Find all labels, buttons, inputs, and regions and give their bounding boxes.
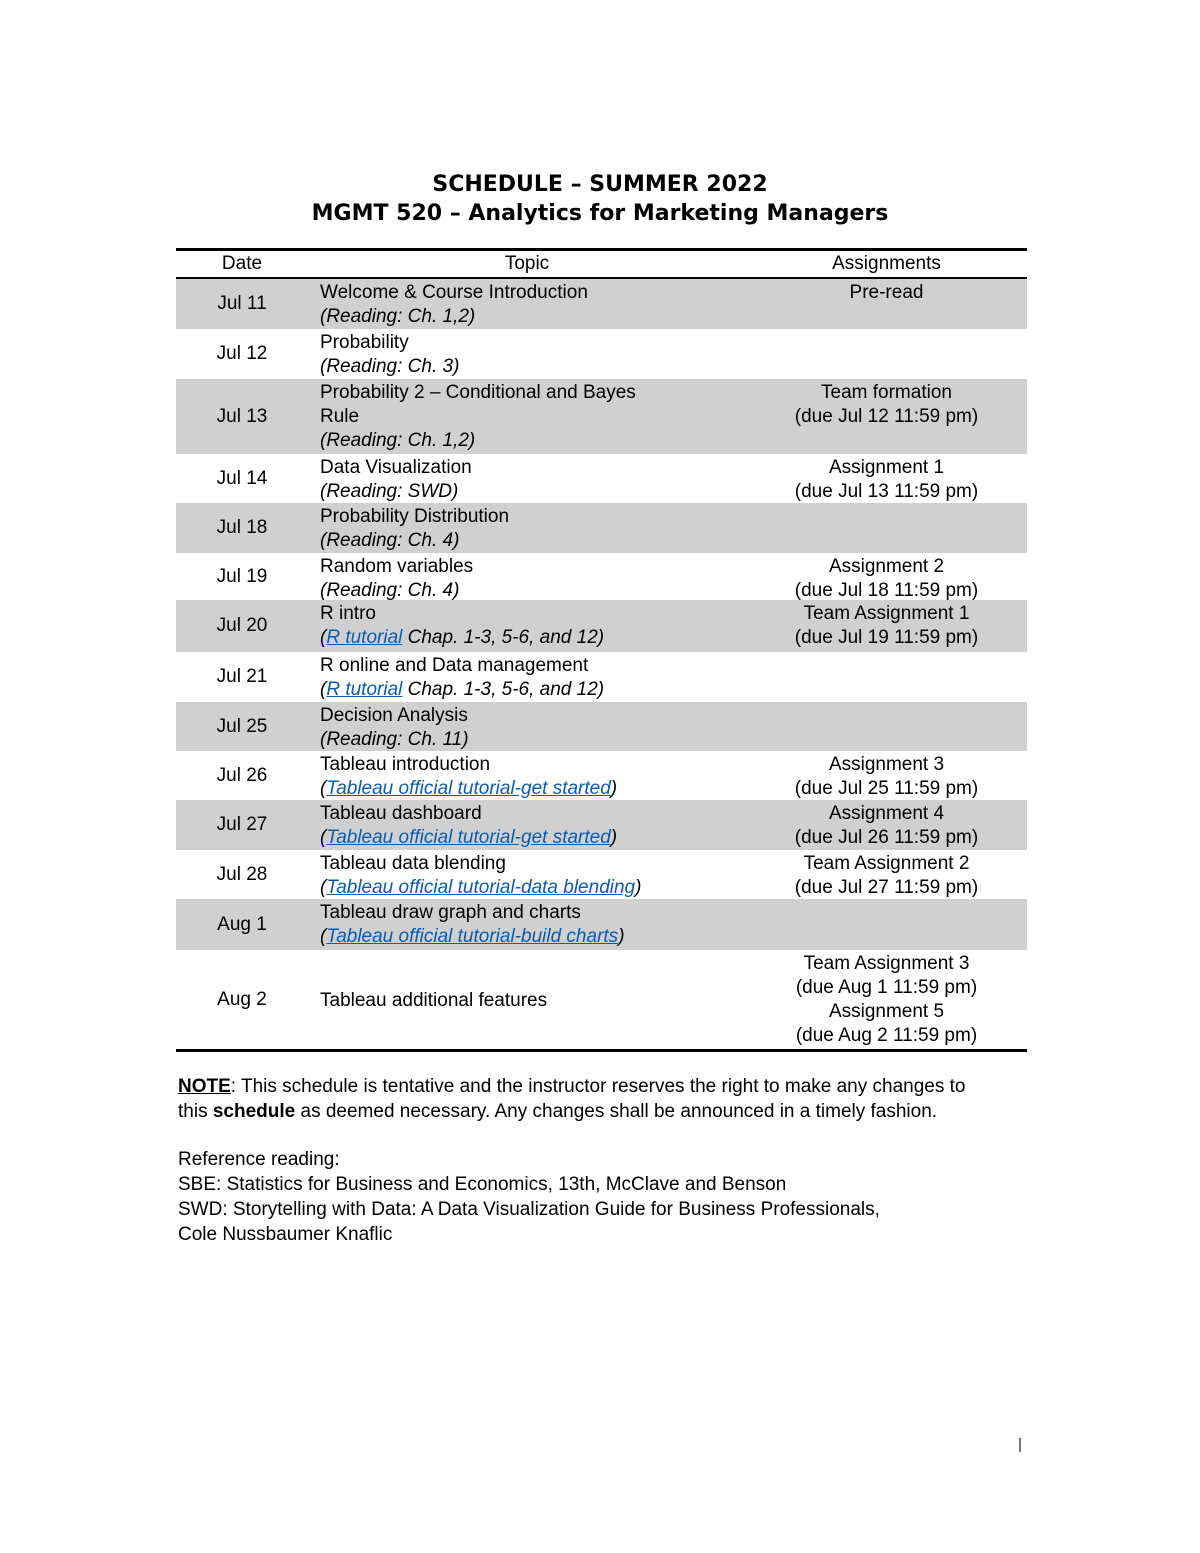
row-date: Jul 21: [216, 666, 268, 687]
topic-title: Tableau introduction: [320, 754, 491, 775]
table-row: [176, 899, 1027, 950]
header-topic: Topic: [504, 253, 550, 274]
row-topic: [308, 553, 746, 600]
row-assignments: [746, 751, 1027, 800]
row-assignments: [746, 800, 1027, 850]
topic-title: Probability: [320, 332, 409, 353]
topic-reading: (Reading: SWD): [320, 481, 459, 502]
assignment-name: Assignment 1: [828, 457, 945, 478]
r-tutorial-link[interactable]: R tutorial: [326, 679, 403, 700]
topic-reading: (Reading: Ch. 4): [320, 530, 460, 551]
row-date: Aug 1: [217, 913, 267, 935]
row-date: Jul 12: [216, 343, 268, 364]
table-row: [176, 379, 1027, 454]
table-row: [176, 950, 1027, 1049]
table-row: [176, 279, 1027, 329]
row-topic: [308, 454, 746, 503]
row-assignments: [746, 553, 1027, 600]
row-topic: [308, 751, 746, 800]
reading-suffix: Chap. 1-3, 5-6, and 12): [402, 679, 605, 700]
topic-title: Tableau additional features: [320, 989, 548, 1011]
topic-title: Probability 2 – Conditional and Bayes: [320, 382, 636, 403]
tableau-tutorial-link[interactable]: Tableau official tutorial-get started: [326, 827, 611, 848]
note-bold: schedule: [212, 1101, 296, 1122]
reference-swd-author: Cole Nussbaumer Knaflic: [178, 1224, 393, 1245]
row-assignments: [746, 279, 1027, 329]
topic-title: Tableau dashboard: [320, 803, 482, 824]
reading-suffix: ): [635, 877, 642, 898]
assignment-name: Assignment 4: [828, 803, 945, 824]
topic-title-cont: Rule: [320, 406, 360, 427]
assignment-due: (due Jul 25 11:59 pm): [794, 778, 979, 799]
topic-title: Tableau data blending: [320, 853, 506, 874]
assignment-due: (due Jul 12 11:59 pm): [794, 406, 979, 427]
row-topic: [308, 702, 746, 751]
row-assignments: [746, 454, 1027, 503]
topic-reading: (Tableau official tutorial-data blending): [320, 877, 642, 898]
row-topic: [308, 850, 746, 899]
row-topic: [308, 652, 746, 702]
tableau-tutorial-link[interactable]: Tableau official tutorial-get started: [326, 778, 611, 799]
table-row: [176, 850, 1027, 899]
topic-title: R online and Data management: [320, 655, 589, 676]
topic-title: Decision Analysis: [320, 705, 468, 726]
assignment-due: (due Jul 13 11:59 pm): [794, 481, 979, 502]
topic-reading: (Reading: Ch. 1,2): [320, 430, 476, 451]
reading-suffix: ): [610, 827, 618, 848]
reference-heading: Reference reading:: [178, 1149, 340, 1170]
row-topic: [308, 950, 746, 1049]
assignment-due: (due Jul 19 11:59 pm): [794, 627, 979, 648]
table-row: [176, 600, 1027, 652]
row-date: Jul 28: [216, 863, 268, 885]
reading-suffix: ): [618, 926, 625, 947]
note-text: this: [178, 1101, 213, 1122]
header-assignments: Assignments: [832, 253, 941, 274]
topic-reading: (R tutorial Chap. 1-3, 5-6, and 12): [320, 627, 605, 648]
row-topic: [308, 279, 746, 329]
assignment-name: Assignment 2: [828, 556, 945, 577]
reference-swd: SWD: Storytelling with Data: A Data Visualization Guide for Business Professionals,: [178, 1199, 880, 1220]
row-topic: [308, 899, 746, 950]
note-text: : This schedule is tentative and the instructor reserves the right to make any changes to: [230, 1076, 966, 1097]
topic-title: R intro: [320, 603, 376, 624]
tableau-tutorial-link[interactable]: Tableau official tutorial-data blending: [326, 877, 636, 898]
row-assignments: [746, 379, 1027, 454]
row-date: Jul 11: [217, 293, 267, 314]
table-row: [176, 503, 1027, 553]
topic-reading: (Tableau official tutorial-get started): [320, 827, 618, 848]
assignment-name: Team formation: [821, 382, 952, 403]
assignment-name: Team Assignment 2: [803, 853, 970, 874]
assignment-name: Assignment 3: [828, 754, 945, 775]
row-date: Jul 19: [216, 565, 268, 587]
assignment-name: Pre-read: [849, 282, 924, 303]
row-assignments: [746, 329, 1027, 379]
note-label: NOTE: [178, 1076, 231, 1097]
topic-title: Random variables: [320, 556, 474, 577]
row-topic: [308, 800, 746, 850]
row-date: Jul 13: [216, 405, 268, 427]
row-date: Jul 18: [216, 517, 268, 538]
table-row: [176, 751, 1027, 800]
row-assignments: [746, 600, 1027, 652]
reading-suffix: ): [610, 778, 618, 799]
row-assignments: [746, 702, 1027, 751]
table-row: [176, 329, 1027, 379]
schedule-table: [176, 248, 1027, 1052]
row-assignments: [746, 850, 1027, 899]
note-text: as deemed necessary. Any changes shall be announced in a timely fashion.: [295, 1101, 938, 1122]
row-date: Jul 25: [216, 715, 268, 737]
assignment-due: (due Jul 27 11:59 pm): [794, 877, 979, 898]
tableau-tutorial-link[interactable]: Tableau official tutorial-build charts: [326, 926, 619, 947]
topic-reading: (R tutorial Chap. 1-3, 5-6, and 12): [320, 679, 605, 700]
topic-reading: (Reading: Ch. 4): [320, 580, 460, 601]
row-date: Aug 2: [217, 988, 267, 1010]
assignment-name: Assignment 5: [828, 1001, 945, 1022]
row-topic: [308, 329, 746, 379]
row-date: Jul 14: [216, 467, 268, 489]
reference-sbe: SBE: Statistics for Business and Economics, 13th, McClave and Benson: [178, 1174, 787, 1195]
reference-reading: [178, 1147, 1038, 1247]
row-assignments: [746, 503, 1027, 553]
topic-title: Tableau draw graph and charts: [320, 902, 581, 923]
assignment-name: Team Assignment 3: [803, 953, 970, 974]
row-date: Jul 20: [216, 615, 268, 636]
table-row: [176, 800, 1027, 850]
topic-reading: (Reading: Ch. 11): [320, 729, 469, 750]
row-date: Jul 27: [216, 814, 268, 835]
assignment-name: Team Assignment 1: [803, 603, 970, 624]
row-topic: [308, 503, 746, 553]
table-row: [176, 454, 1027, 503]
row-topic: [308, 379, 746, 454]
topic-title: Probability Distribution: [320, 506, 510, 527]
reading-suffix: Chap. 1-3, 5-6, and 12): [402, 627, 605, 648]
page-marker: [1019, 1438, 1021, 1452]
row-topic: [308, 600, 746, 652]
table-row: [176, 553, 1027, 600]
schedule-note: [178, 1074, 1038, 1124]
r-tutorial-link[interactable]: R tutorial: [326, 627, 403, 648]
topic-reading: (Tableau official tutorial-build charts): [320, 926, 625, 947]
table-header: [176, 251, 1027, 279]
table-row: [176, 702, 1027, 751]
assignment-due: (due Aug 2 11:59 pm): [795, 1025, 978, 1046]
assignment-due: (due Jul 26 11:59 pm): [794, 827, 979, 848]
assignment-due: (due Jul 18 11:59 pm): [794, 580, 979, 601]
topic-reading: (Tableau official tutorial-get started): [320, 778, 618, 799]
topic-reading: (Reading: Ch. 3): [320, 356, 460, 377]
row-date: Jul 26: [216, 764, 268, 786]
row-assignments: [746, 950, 1027, 1049]
document-title: SCHEDULE – SUMMER 2022: [432, 172, 768, 197]
row-assignments: [746, 652, 1027, 702]
topic-title: Data Visualization: [320, 457, 472, 478]
topic-reading: (Reading: Ch. 1,2): [320, 306, 476, 327]
table-row: [176, 652, 1027, 702]
course-title: MGMT 520 – Analytics for Marketing Managers: [311, 201, 889, 226]
header-date: Date: [221, 253, 263, 274]
assignment-due: (due Aug 1 11:59 pm): [795, 977, 978, 998]
topic-title: Welcome & Course Introduction: [320, 282, 588, 303]
row-assignments: [746, 899, 1027, 950]
